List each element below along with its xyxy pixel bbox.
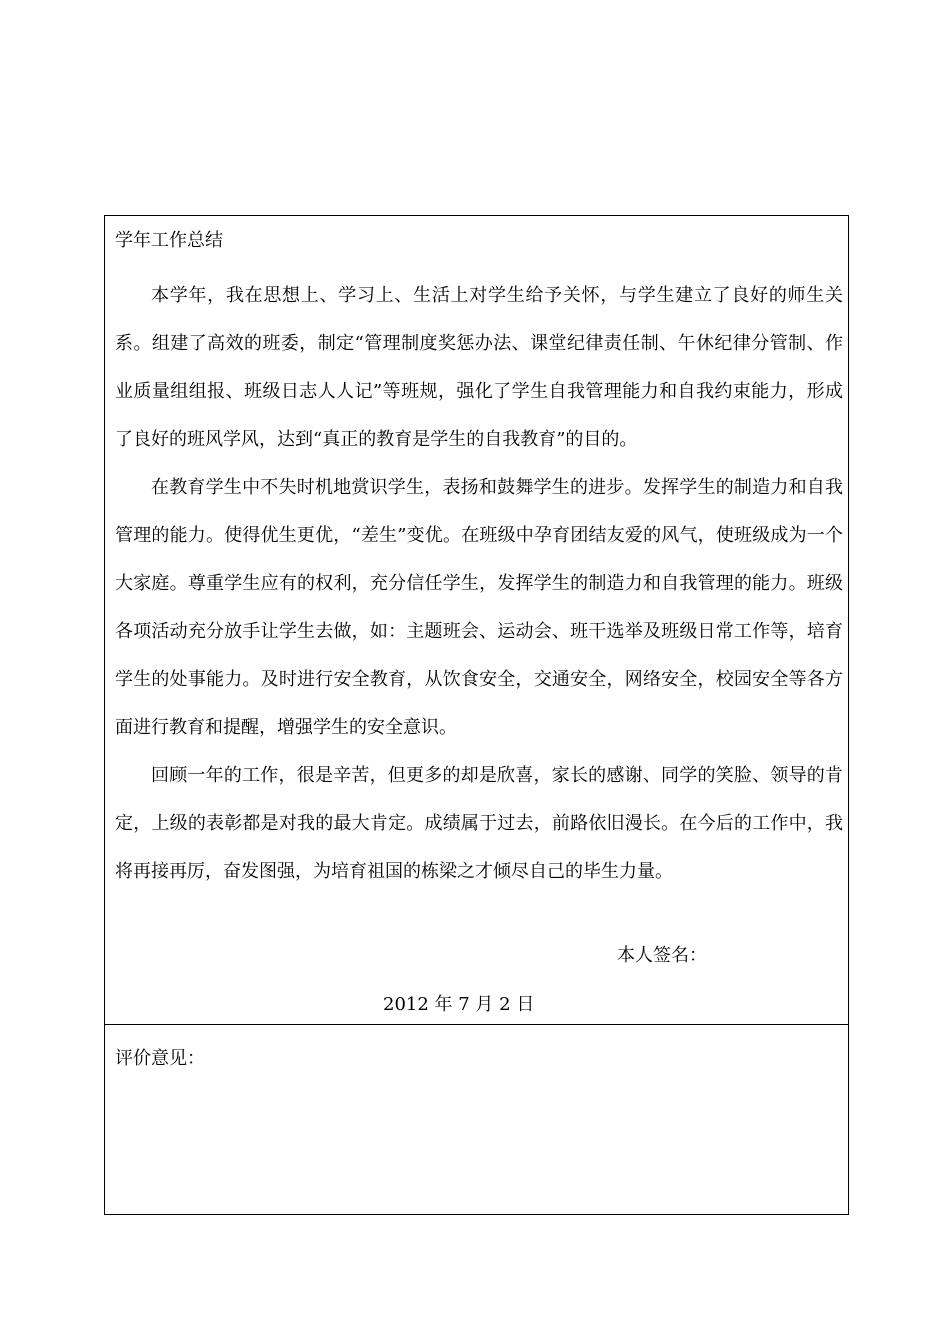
paragraph-2: 在教育学生中不失时机地赏识学生，表扬和鼓舞学生的进步。发挥学生的制造力和自我管理的能力。使得优生更优，“差生”变优。在班级中孕育团结友爱的风气，使班级成为一个大家庭。尊重学生应有的权利，充分信任学生，发挥学生的制造力和自我管理的能力。班级各项活动充分放手让学生去做，如：主题班会、运动会、班干选举及班级日常工作等，培育学生的处事能力。及时进行安全教育，从饮食安全，交通安全，网络安全，校园安全等各方面进行教育和提醒，增强学生的安全意识。 — [115, 477, 843, 738]
evaluation-section — [105, 1025, 848, 1214]
paragraph-3: 回顾一年的工作，很是辛苦，但更多的却是欣喜，家长的感谢、同学的笑脸、领导的肯定，上级的表彰都是对我的最大肯定。成绩属于过去，前路依旧漫长。在今后的工作中，我将再接再厉，奋发图强，为培育祖国的栋梁之才倾尽自己的毕生力量。 — [115, 765, 843, 882]
summary-body — [115, 272, 843, 896]
signature-label: 本人签名： — [617, 945, 707, 966]
section-title: 学年工作总结 — [115, 230, 223, 251]
work-summary-form — [104, 215, 849, 1215]
summary-section — [105, 216, 848, 1025]
paragraph-1: 本学年，我在思想上、学习上、生活上对学生给予关怀，与学生建立了良好的师生关系。组建了高效的班委，制定“管理制度奖惩办法、课堂纪律责任制、午休纪律分管制、作业质量组组报、班级日志人人记”等班规，强化了学生自我管理能力和自我约束能力，形成了良好的班风学风，达到“真正的教育是学生的自我教育”的目的。 — [115, 285, 843, 450]
signature-date: 2012 年 7 月 2 日 — [383, 994, 535, 1015]
evaluation-label: 评价意见： — [115, 1048, 205, 1069]
